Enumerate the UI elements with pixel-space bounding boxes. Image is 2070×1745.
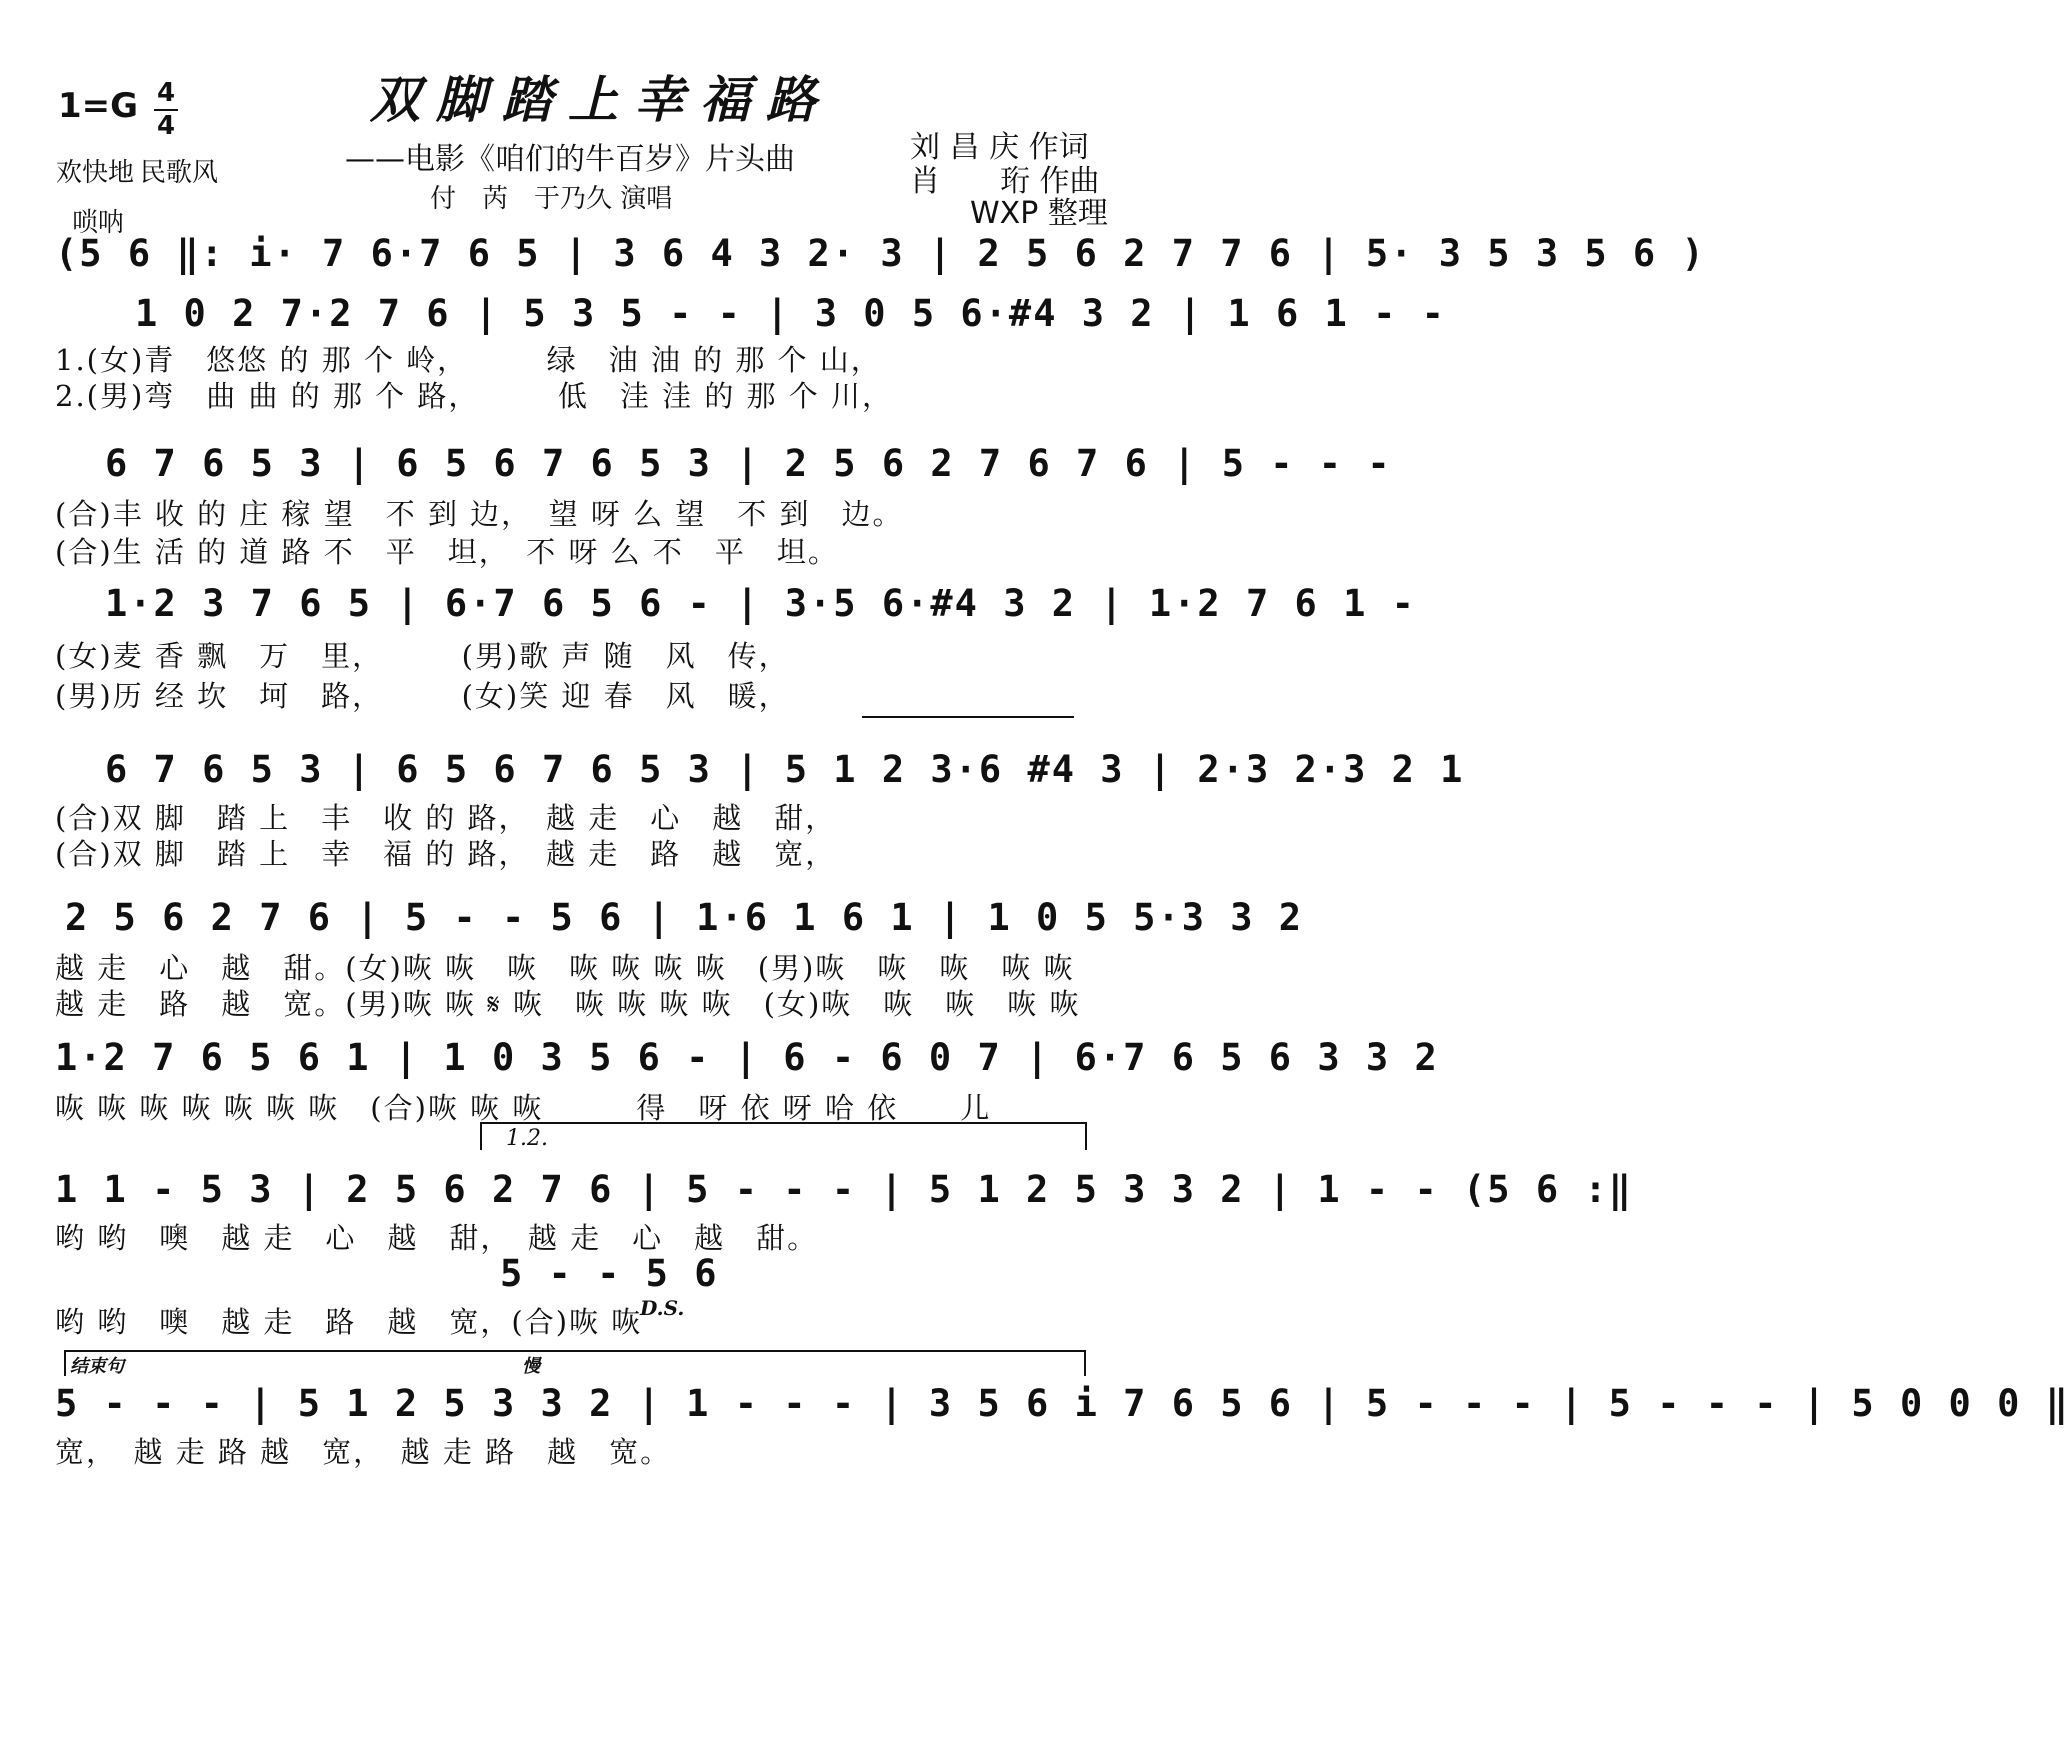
composer-credit: 肖 珩 作曲 (910, 164, 1100, 199)
melody-line: 1·2 7 6 5 6 1 | 1 0 3 5 6 - | 6 - 6 0 7 | 6·7 6 5 6 3 3 2 (55, 1036, 1439, 1079)
lyrics-verse-2: (合)双 脚 踏 上 幸 福 的 路， 越 走 路 越 宽， (55, 837, 837, 871)
lyrics-line: 宽， 越 走 路 越 宽， 越 走 路 越 宽。 (55, 1435, 672, 1469)
lyrics-verse-1: 1.(女)青 悠悠 的 那 个 岭， 绿 油 油 的 那 个 山， (55, 343, 882, 377)
coda-label: 结束句 (70, 1356, 124, 1377)
alt-ending-melody: 5 - - 5 6 (500, 1252, 719, 1295)
melody-line: 5 - - - | 5 1 2 5 3 3 2 | 1 - - - | 3 5 6 i 7 6 5 6 | 5 - - - | 5 - - - | 5 0 0 0 ‖ (55, 1382, 2070, 1425)
volta-label: 1.2. (506, 1126, 548, 1151)
ds-marking: D.S. (640, 1296, 685, 1320)
lyrics-verse-1: 越 走 心 越 甜。(女)咴 咴 咴 咴 咴 咴 咴 (男)咴 咴 咴 咴 咴 (55, 951, 1075, 985)
lyrics-verse-2: (男)历 经 坎 坷 路， (女)笑 迎 春 风 暖， (55, 679, 790, 713)
melody-line: 6 7 6 5 3 | 6 5 6 7 6 5 3 | 2 5 6 2 7 6 7 6 | 5 - - - (105, 442, 1392, 485)
alt-ending-lyrics: 哟 哟 噢 越 走 路 越 宽，(合)咴 咴 (55, 1305, 643, 1339)
lyrics-verse-2: 越 走 路 越 宽。(男)咴 咴 𝄋 咴 咴 咴 咴 咴 (女)咴 咴 咴 咴 咴 (55, 987, 1081, 1021)
melody-line: 1·2 3 7 6 5 | 6·7 6 5 6 - | 3·5 6·#4 3 2 | 1·2 7 6 1 - (105, 582, 1416, 625)
subtitle: ——电影《咱们的牛百岁》片头曲 (345, 142, 795, 177)
key-signature: 1=G (58, 86, 139, 126)
lyricist-credit: 刘 昌 庆 作词 (910, 130, 1089, 165)
lyrics-verse-2: 2.(男)弯 曲 曲 的 那 个 路， 低 洼 洼 的 那 个 川， (55, 379, 893, 413)
time-signature (154, 80, 178, 140)
coda-bracket (64, 1350, 1085, 1352)
arranger-credit: WXP 整理 (970, 196, 1108, 231)
melody-line: 2 5 6 2 7 6 | 5 - - 5 6 | 1·6 1 6 1 | 1 0 5 5·3 3 2 (65, 896, 1304, 939)
lyrics-line: 哟 哟 噢 越 走 心 越 甜， 越 走 心 越 甜。 (55, 1221, 819, 1255)
tempo-slow: 慢 (522, 1356, 540, 1377)
style-marking: 民歌风 (140, 158, 219, 188)
lyrics-verse-2: (合)生 活 的 道 路 不 平 坦， 不 呀 么 不 平 坦。 (55, 535, 839, 569)
melody-line: 6 7 6 5 3 | 6 5 6 7 6 5 3 | 5 1 2 3·6 #4 3 | 2·3 2·3 2 1 (105, 748, 1465, 791)
melody-line: 1 1 - 5 3 | 2 5 6 2 7 6 | 5 - - - | 5 1 2 5 3 3 2 | 1 - - (5 6 :‖ (55, 1168, 1633, 1211)
lyrics-verse-1: (合)双 脚 踏 上 丰 收 的 路， 越 走 心 越 甜， (55, 801, 837, 835)
lyrics-line: 咴 咴 咴 咴 咴 咴 咴 (合)咴 咴 咴 得 呀 依 呀 哈 依 儿 (55, 1091, 992, 1125)
volta-bracket (480, 1122, 1086, 1124)
time-sig-top: 4 (156, 78, 176, 108)
melody-line: (5 6 ‖: i· 7 6·7 6 5 | 3 6 4 3 2· 3 | 2 5 6 2 7 7 6 | 5· 3 5 3 5 6 ) (55, 232, 1706, 275)
instrument-label: 唢呐 (72, 208, 125, 238)
melody-line: 1 0 2 7·2 7 6 | 5 3 5 - - | 3 0 5 6·#4 3 2 | 1 6 1 - - (135, 292, 1446, 335)
lyrics-verse-1: (女)麦 香 飘 万 里， (男)歌 声 随 风 传， (55, 639, 790, 673)
tempo-marking: 欢快地 (56, 158, 135, 188)
slur-mark (862, 716, 1074, 718)
lyrics-verse-1: (合)丰 收 的 庄 稼 望 不 到 边， 望 呀 么 望 不 到 边。 (55, 497, 904, 531)
singers: 付 芮 于乃久 演唱 (430, 184, 673, 214)
time-sig-bottom: 4 (156, 111, 176, 141)
page-title: 双脚踏上幸福路 (370, 70, 832, 129)
